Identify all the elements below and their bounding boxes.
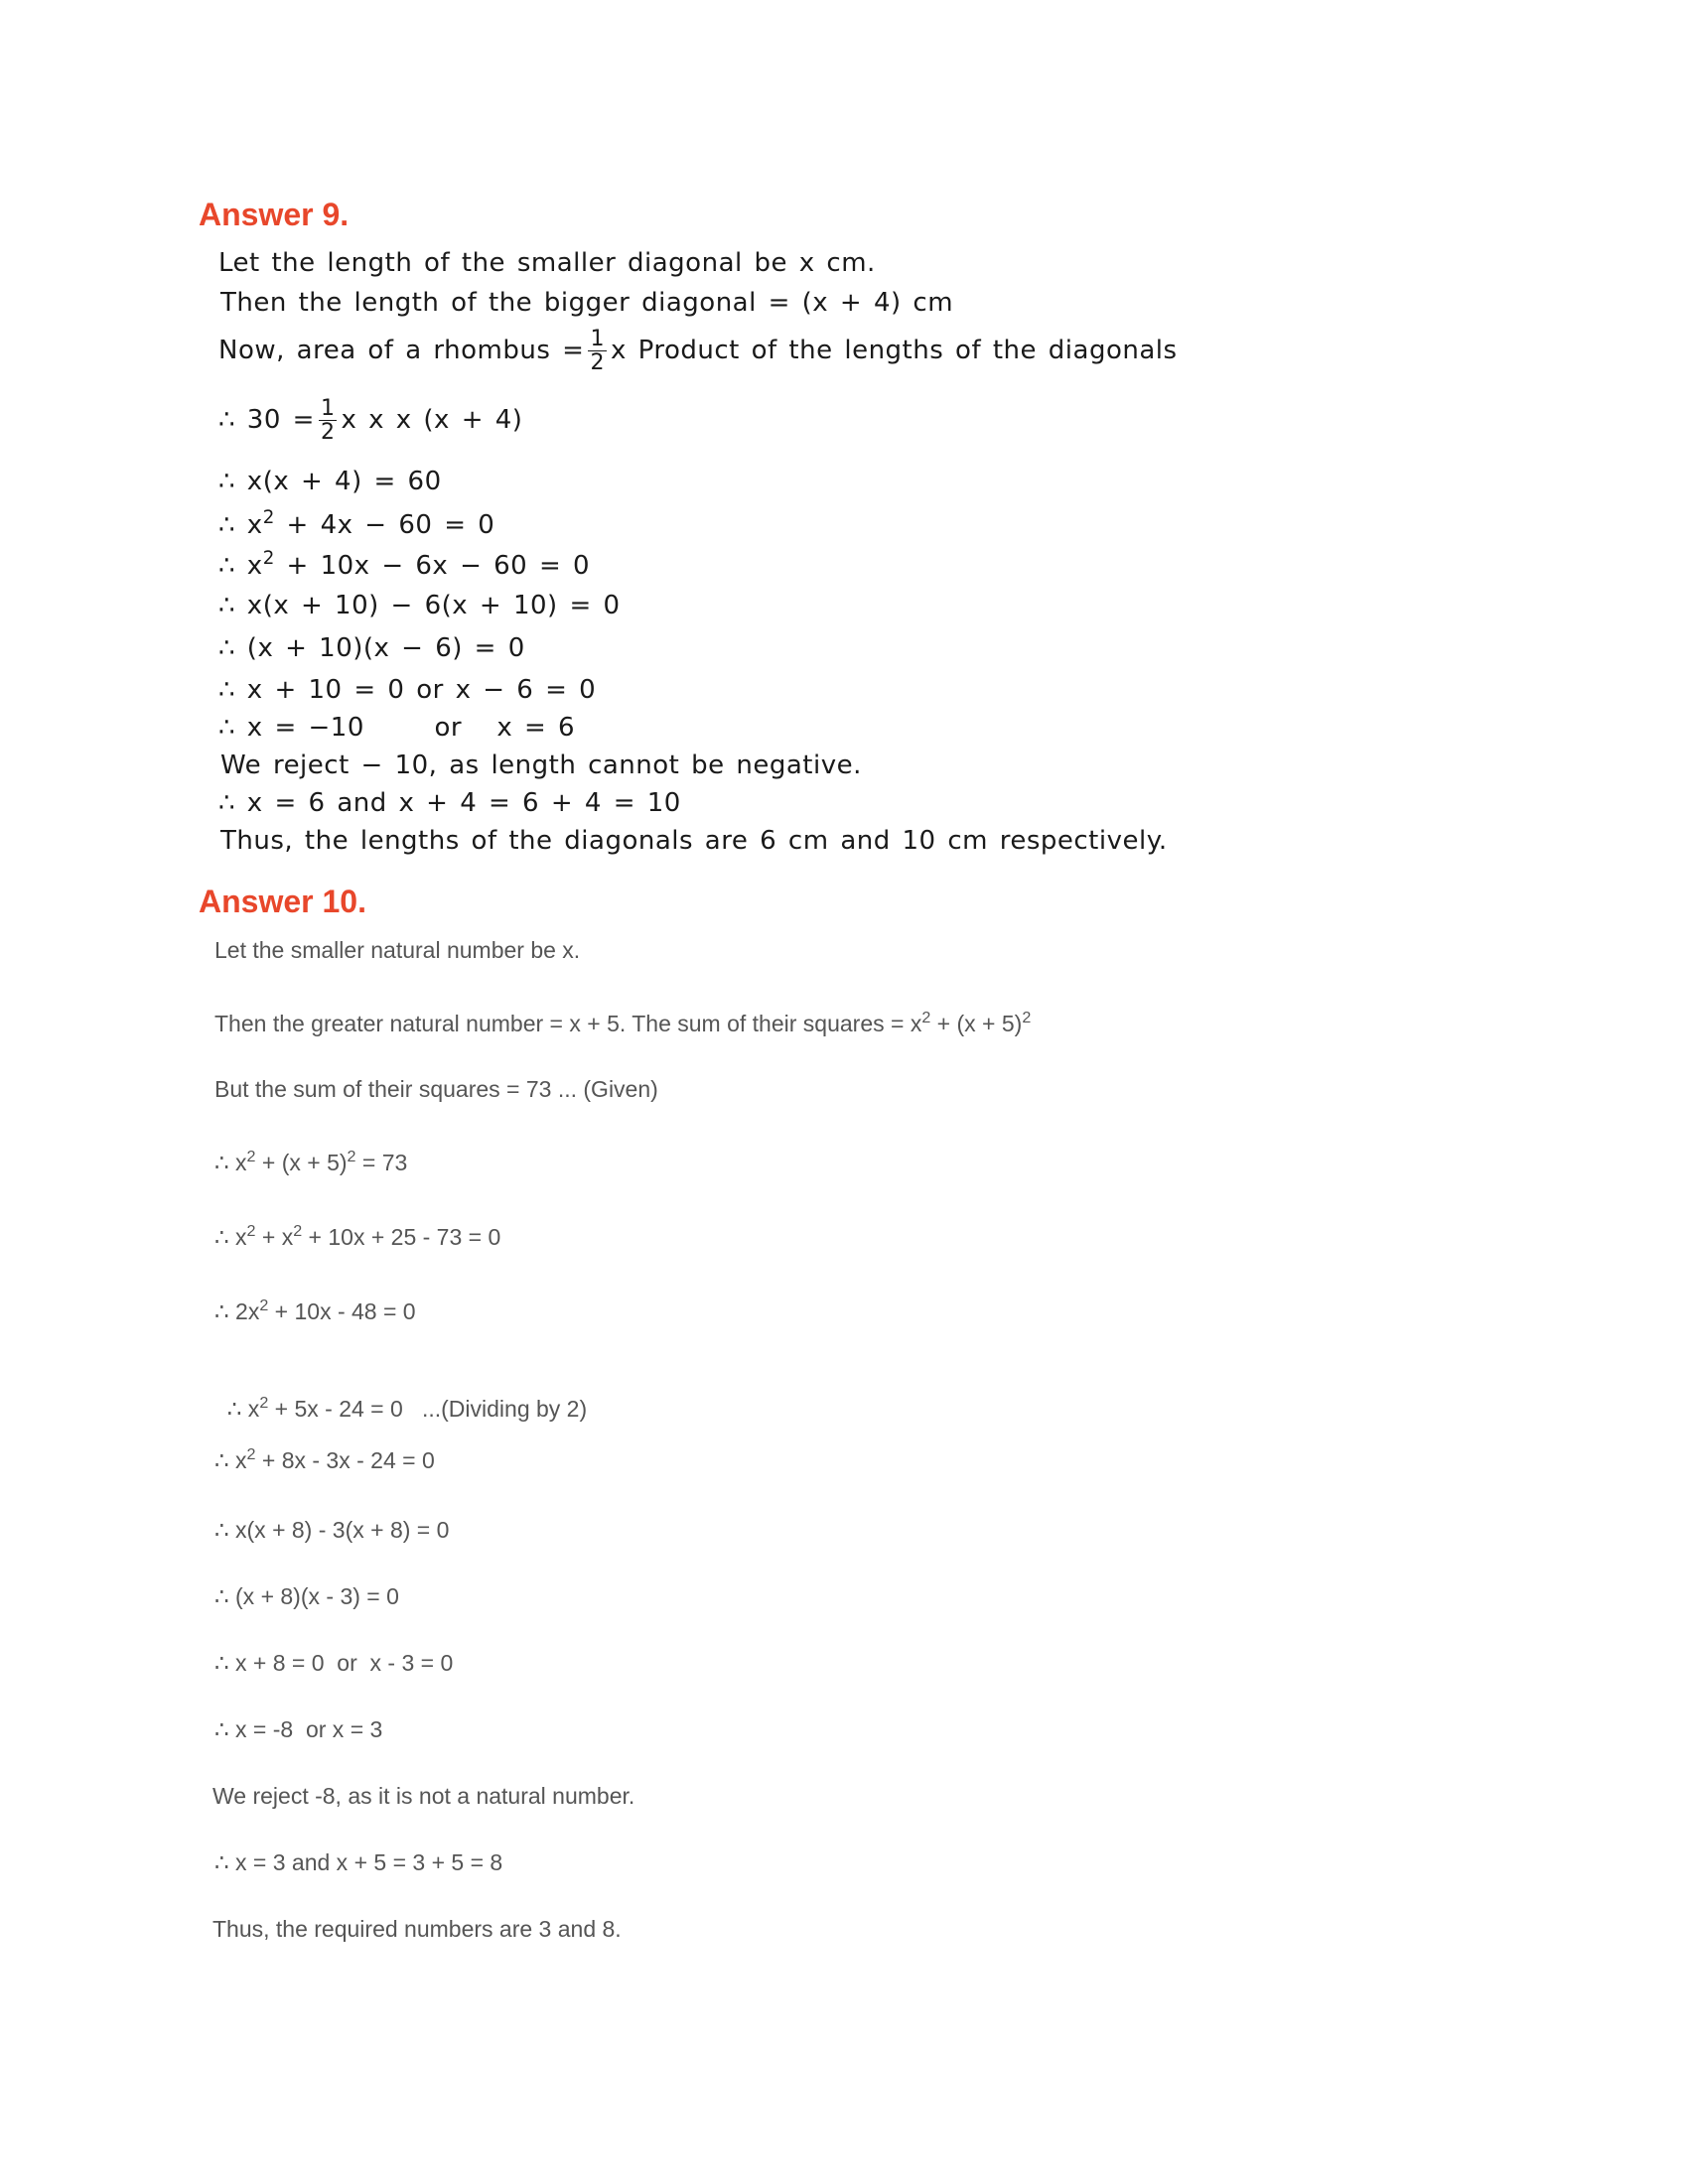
answer-9-line-3-pre: Now, area of a rhombus =: [218, 336, 585, 366]
answer-10-line-10: ∴ (x + 8)(x - 3) = 0: [214, 1583, 399, 1609]
answer-10-line-1: Let the smaller natural number be x.: [214, 937, 581, 963]
answer-10-line-6: [214, 1297, 416, 1324]
fraction-one-half: [319, 397, 338, 444]
answer-9-line-7: [218, 548, 591, 581]
answer-10-line-4: [214, 1148, 408, 1175]
fraction-denominator: 2: [590, 350, 605, 376]
answer-9-line-2: Then the length of the bigger diagonal = (x + 4) cm: [220, 288, 954, 318]
expr-part: + 5x - 24 = 0 ...(Dividing by 2): [268, 1396, 588, 1422]
exponent: 2: [262, 548, 275, 569]
expr-part: + 8x - 3x - 24 = 0: [255, 1447, 435, 1473]
expr-part: ∴ 2x: [214, 1298, 260, 1324]
answer-9-line-13: ∴ x = 6 and x + 4 = 6 + 4 = 10: [218, 788, 681, 818]
answer-9-line-4: [218, 397, 522, 444]
answer-9-line-9: ∴ (x + 10)(x − 6) = 0: [218, 633, 525, 663]
answer-9-line-10: ∴ x + 10 = 0 or x − 6 = 0: [218, 675, 597, 705]
answer-10-line-8: [214, 1445, 435, 1473]
fraction-numerator: 1: [590, 327, 605, 351]
answer-10-heading: Answer 10.: [199, 884, 366, 919]
exponent: 2: [246, 1445, 256, 1464]
answer-10-line-3: But the sum of their squares = 73 ... (Given): [214, 1076, 658, 1102]
fraction-one-half: [588, 328, 607, 374]
expr-part: + 4x − 60 = 0: [274, 510, 495, 540]
answer-10-line-14: ∴ x = 3 and x + 5 = 3 + 5 = 8: [214, 1849, 503, 1875]
answer-10-line-2: [214, 1009, 1032, 1036]
exponent: 2: [259, 1297, 269, 1315]
answer-10-line-13: We reject -8, as it is not a natural number.: [212, 1783, 635, 1809]
expr-part: + 10x − 6x − 60 = 0: [274, 551, 591, 581]
exponent: 2: [262, 507, 275, 528]
expr-part: + (x + 5): [930, 1011, 1023, 1036]
expr-part: ∴ x: [214, 1150, 247, 1175]
expr-part: Then the greater natural number = x + 5. The sum of their squares = x: [214, 1011, 922, 1036]
exponent: 2: [246, 1222, 256, 1241]
expr-part: + 10x - 48 = 0: [268, 1298, 416, 1324]
answer-9-heading: Answer 9.: [199, 197, 350, 232]
fraction-denominator: 2: [320, 420, 336, 446]
exponent: 2: [921, 1009, 931, 1027]
expr-part: + (x + 5): [255, 1150, 348, 1175]
expr-part: + 10x + 25 - 73 = 0: [302, 1224, 501, 1250]
exponent: 2: [259, 1394, 269, 1413]
expr-part: ∴ x: [218, 510, 263, 540]
answer-9-line-5: ∴ x(x + 4) = 60: [218, 467, 442, 496]
answer-9-line-4-pre: ∴ 30 =: [218, 405, 315, 436]
answer-9-line-11: ∴ x = −10 or x = 6: [218, 713, 576, 743]
answer-10-line-5: [214, 1222, 501, 1250]
expr-part: + x: [255, 1224, 294, 1250]
answer-9-line-12: We reject − 10, as length cannot be negative.: [220, 751, 862, 780]
expr-part: = 73: [355, 1150, 408, 1175]
fraction-numerator: 1: [320, 396, 336, 421]
answer-9-line-6: [218, 507, 495, 540]
exponent: 2: [293, 1222, 303, 1241]
expr-part: ∴ x: [226, 1396, 260, 1422]
answer-9-line-3: [218, 328, 1178, 374]
expr-part: ∴ x: [214, 1447, 247, 1473]
answer-10-line-12: ∴ x = -8 or x = 3: [214, 1716, 383, 1742]
answer-10-line-11: ∴ x + 8 = 0 or x - 3 = 0: [214, 1650, 454, 1676]
answer-10-line-7: [214, 1375, 587, 1421]
exponent: 2: [347, 1148, 356, 1166]
answer-9-line-3-post: x Product of the lengths of the diagonals: [610, 336, 1178, 366]
answer-9-line-4-post: x x x (x + 4): [341, 405, 523, 436]
answer-10-line-15: Thus, the required numbers are 3 and 8.: [212, 1916, 622, 1942]
exponent: 2: [1022, 1009, 1032, 1027]
expr-part: ∴ x: [218, 551, 263, 581]
answer-9-line-1: Let the length of the smaller diagonal be x cm.: [218, 248, 876, 278]
answer-9-line-14: Thus, the lengths of the diagonals are 6 cm and 10 cm respectively.: [220, 826, 1168, 856]
expr-part: ∴ x: [214, 1224, 247, 1250]
answer-10-line-9: ∴ x(x + 8) - 3(x + 8) = 0: [214, 1517, 450, 1543]
answer-9-line-8: ∴ x(x + 10) − 6(x + 10) = 0: [218, 591, 621, 620]
exponent: 2: [246, 1148, 256, 1166]
